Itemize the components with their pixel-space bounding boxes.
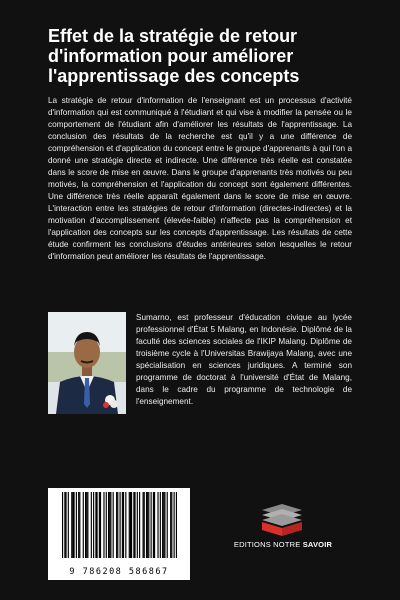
barcode-bar bbox=[125, 492, 126, 558]
barcode-bar bbox=[95, 492, 96, 558]
barcode-bar bbox=[134, 492, 135, 558]
barcode-bar bbox=[162, 492, 163, 558]
barcode-bar bbox=[65, 492, 66, 558]
barcode-bar bbox=[99, 492, 100, 558]
barcode-bar bbox=[76, 492, 77, 558]
barcode-bar bbox=[87, 492, 88, 558]
barcode-bar bbox=[143, 492, 144, 558]
barcode-bar bbox=[170, 492, 171, 558]
publisher-name-suffix: SAVOIR bbox=[302, 540, 333, 549]
barcode-bar bbox=[110, 492, 111, 558]
barcode-bar bbox=[97, 492, 98, 558]
barcode-bar bbox=[100, 492, 101, 558]
barcode-bar bbox=[72, 492, 73, 558]
barcode-bar bbox=[153, 492, 154, 558]
barcode-bar bbox=[148, 492, 149, 558]
barcode-bar bbox=[144, 492, 145, 558]
barcode-bar bbox=[74, 492, 75, 558]
book-summary: La stratégie de retour d'information de l'enseignant est un processus d'activité d'information qui est communiqué à l'étudiant et qui vise à modifier la pensée ou le comportement de l'étudiant afin d'améliorer les résultats de l'apprentissage. La conclusion des résultats de la recherche est qu'il y a une différence de compréhension et d'application du concept entre le groupe d'apprenants à qui l'on a donné une stratégie directe et indirecte. Une différence très réelle est constatée dans le score de mise en œuvre. Dans le groupe d'apprenants très motivés ou peu motivés, la compréhension et l'application du concept sont également différentes. Une différence très réelle apparaît également dans le score de mise en œuvre. L'interaction entre les stratégies de retour d'information (directes-indirectes) et la motivation d'accomplissement (élevée-faible) n'affecte pas la compréhension et l'application des concepts sur les concepts d'apprentissage. Les résultats de cette étude confirment les conclusions d'études antérieures selon lesquelles le retour d'information peut améliorer les résultats de l'apprentissage. bbox=[48, 96, 352, 261]
barcode-bar bbox=[71, 492, 72, 558]
barcode-bar bbox=[139, 492, 140, 558]
barcode-bar bbox=[171, 492, 172, 558]
barcode-bar bbox=[79, 492, 80, 558]
book-title: Effet de la stratégie de retour d'information pour améliorer l'apprentissage des concepts bbox=[48, 26, 300, 86]
barcode-bar bbox=[85, 492, 86, 558]
barcode-bar bbox=[64, 492, 65, 558]
barcode-bar bbox=[151, 492, 152, 558]
barcode-bar bbox=[160, 492, 161, 558]
barcode-bar bbox=[129, 492, 130, 558]
barcode-bar bbox=[68, 492, 69, 558]
barcode-bar bbox=[62, 492, 63, 558]
barcode-bar bbox=[174, 492, 175, 558]
barcode-bar bbox=[130, 492, 131, 558]
barcode-bar bbox=[117, 492, 118, 558]
barcode-bar bbox=[83, 492, 84, 558]
isbn-number: 9 786208 586867 bbox=[69, 567, 169, 577]
barcode-bar bbox=[167, 492, 168, 558]
publisher-name bbox=[218, 540, 348, 549]
barcode-bar bbox=[78, 492, 79, 558]
author-bio: Sumarno, est professeur d'éducation civique au lycée professionnel d'État 5 Malang, en Indonésie. Diplômé de la faculté des sciences sociales de l'IKIP Malang. Diplôme de troisième cycle à l'Universitas Brawijaya Malang, avec une spécialisation en sciences juridiques. A terminé son programme de doctorat à l'université d'État de Malang, dans le cadre du programme de technologie de l'enseignement. bbox=[136, 313, 352, 406]
barcode-bar bbox=[106, 492, 107, 558]
barcode-bar bbox=[120, 492, 121, 558]
barcode-bar bbox=[91, 492, 92, 558]
barcode-bar bbox=[154, 492, 155, 558]
barcode-bar bbox=[113, 492, 114, 558]
barcode-bar bbox=[164, 492, 165, 558]
barcode-bar bbox=[176, 492, 177, 558]
barcode-bar bbox=[116, 492, 117, 558]
author-photo bbox=[48, 312, 126, 414]
barcode-bar bbox=[122, 492, 123, 558]
barcode-bar bbox=[157, 492, 158, 558]
barcode-bar bbox=[147, 492, 148, 558]
barcode-bar bbox=[108, 492, 109, 558]
publisher-name-prefix: EDITIONS NOTRE bbox=[233, 540, 303, 549]
publisher-logo bbox=[256, 502, 308, 536]
barcode-bar bbox=[103, 492, 104, 558]
barcode-bar bbox=[137, 492, 138, 558]
barcode-bar bbox=[131, 492, 132, 558]
isbn-barcode bbox=[48, 488, 190, 580]
barcode-bar bbox=[86, 492, 87, 558]
barcode-bar bbox=[109, 492, 110, 558]
barcode-bar bbox=[163, 492, 164, 558]
barcode-bar bbox=[123, 492, 124, 558]
barcode-bar bbox=[133, 492, 134, 558]
barcode-bar bbox=[93, 492, 94, 558]
barcode-bar bbox=[146, 492, 147, 558]
